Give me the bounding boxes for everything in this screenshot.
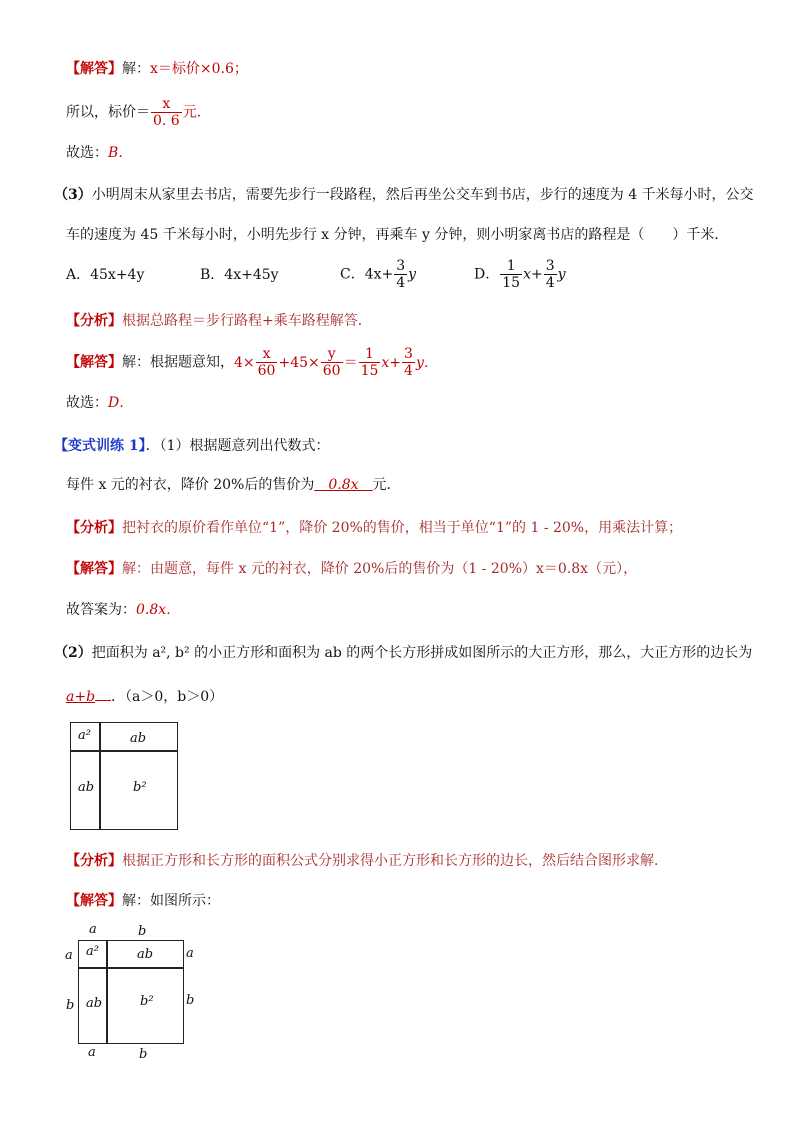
final-prefix: 故答案为： — [66, 602, 136, 618]
answer-prefix: 解： — [122, 61, 150, 77]
fraction-numerator: 3 — [404, 346, 413, 362]
fraction-denominator: 4 — [396, 275, 406, 291]
fig2-cell-a2: a² — [86, 944, 99, 959]
option-d-pre: D． — [474, 266, 500, 283]
price-suffix: 元． — [182, 104, 211, 121]
analysis-tag: 【分析】 — [66, 520, 122, 536]
fraction-denominator: 60 — [257, 363, 276, 379]
figure-1-divider-v — [99, 722, 101, 830]
fraction-denominator: 15 — [360, 363, 379, 379]
answer-tag: 【解答】 — [66, 61, 122, 77]
choice-prefix: 故选： — [66, 395, 108, 411]
fig2-label-top-a: a — [89, 922, 97, 937]
fig2-label-bottom-a: a — [88, 1045, 96, 1060]
fig1-cell-ab-left: ab — [78, 780, 95, 795]
analysis-text: 把衬衣的原价看作单位“1”，降价 20%的售价，相当于单位“1”的 1 - 20%，用乘法计算； — [122, 520, 683, 536]
v2-blank-underline — [95, 686, 111, 701]
q3-analysis-line — [66, 312, 372, 330]
q3-option-a: A．45x+4y — [66, 267, 145, 283]
fig2-label-right-b: b — [186, 993, 195, 1008]
analysis-text: 根据总路程＝步行路程+乘车路程解答． — [122, 313, 372, 329]
fig2-label-right-a: a — [186, 946, 194, 961]
fraction-denominator: 15 — [502, 275, 521, 291]
fig2-cell-b2: b² — [140, 994, 154, 1009]
expr-fraction3 — [359, 346, 381, 379]
variant-heading-suffix: ．（1）根据题意列出代数式： — [145, 438, 330, 454]
q3-answer-line — [66, 346, 438, 379]
fraction-numerator: 1 — [500, 258, 522, 275]
v2-number: （2） — [54, 645, 92, 661]
fig2-label-left-b: b — [66, 998, 75, 1013]
fraction-numerator: x — [151, 96, 182, 113]
analysis-tag: 【分析】 — [66, 853, 122, 869]
v1-question-line — [66, 476, 401, 494]
answer-expr: x＝标价×0.6； — [150, 61, 248, 77]
analysis-tag: 【分析】 — [66, 313, 122, 329]
v1-final-line — [66, 601, 180, 619]
answer-text: 解：由题意，每件 x 元的衬衣，降价 20%后的售价为（1 - 20%）x＝0.8x（元）， — [122, 561, 638, 577]
option-c-post: y — [408, 266, 417, 283]
fig2-label-left-a: a — [65, 948, 73, 963]
q3-text1: 小明周末从家里去书店，需要先步行一段路程，然后再坐公交车到书店，步行的速度为 4 千米每小时，公交 — [91, 187, 754, 203]
answer-tag: 【解答】 — [66, 354, 122, 371]
expr-part: x+ — [381, 354, 402, 371]
fraction-numerator: x — [256, 346, 278, 363]
q2-price-line — [66, 96, 211, 129]
v2-answer-line — [66, 892, 220, 910]
figure-2-divider-h — [78, 967, 184, 969]
q3-option-b: B．4x+45y — [200, 267, 279, 283]
answer-prefix: 解：根据题意知， — [122, 354, 234, 371]
choice-value: D． — [108, 395, 134, 411]
option-d-fraction2 — [544, 258, 557, 291]
q3-number: （3） — [54, 187, 92, 203]
fig2-label-bottom-b: b — [139, 1047, 148, 1062]
v2-question-line — [54, 644, 752, 662]
answer-expression — [234, 346, 438, 379]
v1-text-post: 元． — [372, 477, 401, 493]
fraction-numerator: 3 — [545, 258, 555, 274]
fig2-cell-ab-left: ab — [86, 996, 103, 1011]
analysis-text: 根据正方形和长方形的面积公式分别求得小正方形和长方形的边长，然后结合图形求解． — [122, 853, 668, 869]
figure-1-divider-h — [70, 750, 178, 752]
fraction-denominator: 60 — [322, 363, 341, 379]
v2-blank-answer: a+b — [66, 689, 96, 705]
price-fraction — [151, 96, 182, 129]
expr-fraction4 — [402, 346, 415, 379]
variant-heading: 【变式训练 1】 — [54, 438, 146, 454]
v1-analysis-line — [66, 519, 682, 537]
price-prefix: 所以，标价＝ — [66, 104, 150, 121]
q3-option-c — [340, 258, 416, 291]
fig1-cell-ab-top: ab — [130, 731, 147, 746]
option-c-pre: C．4x+ — [340, 266, 394, 283]
answer-tag: 【解答】 — [66, 561, 122, 577]
q3-text-line1 — [54, 186, 754, 204]
v2-post: ．（a＞0，b＞0） — [111, 689, 224, 705]
v2-blank-line — [66, 686, 223, 706]
answer-tag: 【解答】 — [66, 893, 122, 909]
option-c-fraction — [394, 258, 407, 291]
expr-fraction2 — [321, 346, 343, 379]
figure-2-divider-v — [106, 940, 108, 1044]
fraction-numerator: 1 — [359, 346, 381, 363]
option-d-mid: x+ — [523, 266, 543, 283]
expr-part: y． — [415, 354, 438, 371]
q2-answer-line — [66, 60, 248, 78]
fraction-numerator: 3 — [396, 258, 406, 274]
fraction-denominator: 4 — [404, 363, 413, 379]
option-d-fraction1 — [500, 258, 522, 291]
q3-text-line2: 车的速度为 45 千米每小时，小明先步行 x 分钟，再乘车 y 分钟，则小明家离书店的路程是（ ）千米． — [66, 227, 729, 243]
fig1-cell-a2: a² — [78, 728, 91, 743]
choice-prefix: 故选： — [66, 145, 108, 161]
expr-fraction1 — [256, 346, 278, 379]
fig2-label-top-b: b — [138, 924, 147, 939]
option-d-post: y — [557, 266, 566, 283]
fraction-denominator: 0. 6 — [153, 113, 180, 129]
answer-text: 解：如图所示： — [122, 893, 220, 909]
expr-part: 4× — [234, 354, 255, 371]
fraction-numerator: y — [321, 346, 343, 363]
fraction-denominator: 4 — [545, 275, 555, 291]
v1-text-pre: 每件 x 元的衬衣，降价 20%后的售价为 — [66, 477, 315, 493]
choice-value: B． — [108, 145, 133, 161]
v2-analysis-line — [66, 852, 668, 870]
q2-choice-line — [66, 144, 132, 162]
v2-text: 把面积为 a², b² 的小正方形和面积为 ab 的两个长方形拼成如图所示的大正方形，那么，大正方形的边长为 — [91, 645, 753, 661]
v1-blank-answer: 0.8x — [314, 477, 373, 493]
fig2-cell-ab-top: ab — [137, 947, 154, 962]
expr-part: ＝ — [343, 354, 358, 371]
q3-choice-line — [66, 394, 133, 412]
fig1-cell-b2: b² — [133, 780, 147, 795]
variant-heading-line — [54, 437, 330, 455]
v1-answer-line — [66, 560, 637, 578]
q3-option-d — [474, 258, 566, 291]
final-value: 0.8x． — [136, 602, 181, 618]
expr-part: +45× — [278, 354, 320, 371]
